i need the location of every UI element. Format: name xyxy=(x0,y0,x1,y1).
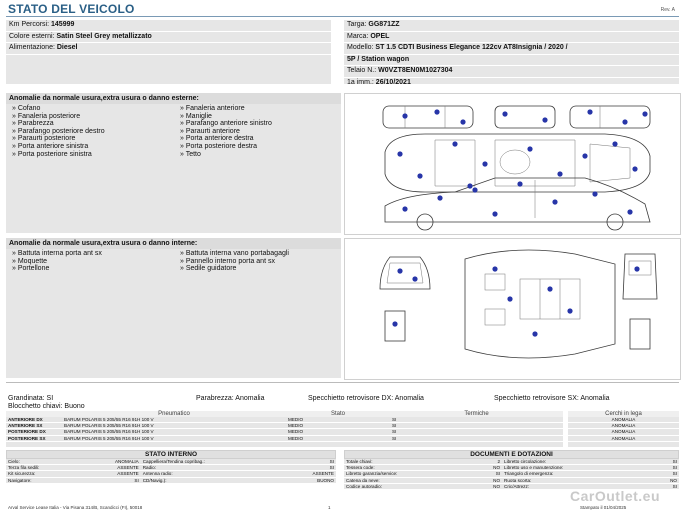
damage-marker xyxy=(567,308,572,313)
damage-marker xyxy=(472,187,477,192)
internal-list-col1 xyxy=(12,250,102,273)
internal-damage-markers xyxy=(345,239,680,379)
info-row-vin: Telaio N.: W0VZT8EN0M1027304 xyxy=(344,66,679,78)
windshield-status: Parabrezza: Anomalia xyxy=(196,395,265,402)
damage-marker xyxy=(547,286,552,291)
damage-marker xyxy=(492,266,497,271)
table-row: ANTERIORE SX BARUM POLARIS 5 205/55 R16 91H 100 V MEDIO SI xyxy=(6,423,563,429)
damage-marker xyxy=(612,141,617,146)
col-tire: Pneumatico xyxy=(62,411,286,417)
external-damage-diagram xyxy=(344,93,681,235)
mirror-dx-status: Specchietto retrovisore DX: Anomalia xyxy=(308,395,424,402)
damage-marker xyxy=(632,166,637,171)
table-row: ANTERIORE DX BARUM POLARIS 5 205/55 R16 91H 100 V MEDIO SI xyxy=(6,417,563,423)
footer-page-number: 1 xyxy=(328,505,331,510)
footer-print-date: Stampato il 01/04/2025 xyxy=(580,505,627,510)
damage-marker xyxy=(482,161,487,166)
hail-status: Grandinata: SI xyxy=(8,395,54,402)
list-item: » Moquette xyxy=(12,257,48,265)
rims-table xyxy=(568,411,679,442)
damage-marker xyxy=(492,211,497,216)
interior-state-table xyxy=(6,459,336,484)
damage-marker xyxy=(467,183,472,188)
damage-marker xyxy=(552,199,557,204)
table-row: POSTERIORE SX BARUM POLARIS 5 205/55 R16 91H 100 V MEDIO SI xyxy=(6,435,563,441)
damage-marker xyxy=(527,146,532,151)
table-row: Codice autoradio: NO Cric/Attrezz: SI xyxy=(346,483,677,489)
info-row-color: Colore esterni: Satin Steel Grey metallizzato xyxy=(6,32,331,44)
tires-table-box xyxy=(6,411,563,447)
revision-label: Rev. A xyxy=(660,7,675,13)
table-row: ANOMALIA xyxy=(568,417,679,423)
table-row: Navigatore: SI CD/Navig.): BUONO xyxy=(8,477,334,483)
documents-title: DOCUMENTI E DOTAZIONI xyxy=(344,450,679,459)
damage-marker xyxy=(397,151,402,156)
rims-box xyxy=(568,411,679,447)
internal-damage-diagram xyxy=(344,238,681,380)
external-list-col1 xyxy=(12,105,105,158)
list-item: » Fanaleria anteriore xyxy=(180,105,245,112)
info-row-registration: 1a imm.: 26/10/2021 xyxy=(344,78,679,90)
table-row: Catena da neve: NO Ruota scorta: NO xyxy=(346,477,677,483)
external-damage-markers xyxy=(345,94,680,234)
damage-marker xyxy=(392,321,397,326)
damage-marker xyxy=(587,109,592,114)
list-item: » Sedile guidatore xyxy=(180,265,237,273)
damage-marker xyxy=(517,181,522,186)
tires-table xyxy=(6,411,563,442)
table-row: POSTERIORE DX BARUM POLARIS 5 205/55 R16 91H 100 V MEDIO SI xyxy=(6,429,563,435)
list-item: » Porta anteriore sinistra xyxy=(12,142,89,150)
list-item: » Battuta interna vano portabagagli xyxy=(180,250,289,257)
damage-marker xyxy=(417,173,422,178)
list-item: » Porta posteriore sinistra xyxy=(12,150,92,158)
info-row-model-cont: 5P / Station wagon xyxy=(344,55,679,67)
table-row: Totale chiavi: 2 Libretto circolazione: SI xyxy=(346,459,677,465)
table-row: Libretto garanzia/service: SI Triangolo di emergenza: SI xyxy=(346,471,677,477)
header-divider xyxy=(6,16,679,17)
list-item: » Paraurti posteriore xyxy=(12,135,76,143)
list-item: » Fanaleria posteriore xyxy=(12,112,81,120)
info-row-brand: Marca: OPEL xyxy=(344,32,679,44)
damage-marker xyxy=(502,111,507,116)
external-anomalies-panel xyxy=(6,93,341,233)
list-item: » Battuta interna porta ant sx xyxy=(12,250,102,257)
table-row: Terza fila sedili: ASSENTE Radio: SI xyxy=(8,465,334,471)
watermark: CarOutlet.eu xyxy=(570,488,661,504)
damage-marker xyxy=(434,109,439,114)
table-row: Cielo: ANOMALIA Cappelliera/Tendina copribag.: SI xyxy=(8,459,334,465)
table-row: Kit sicurezza: ASSENTE Antenna radio: ASSENTE xyxy=(8,471,334,477)
section-divider xyxy=(6,382,679,383)
list-item: » Pannello interno porta ant sx xyxy=(180,257,275,265)
list-item: » Parabrezza xyxy=(12,120,54,128)
info-row-fuel: Alimentazione: Diesel xyxy=(6,43,331,55)
list-item: » Porta anteriore destra xyxy=(180,135,254,143)
list-item: » Parafango posteriore destro xyxy=(12,127,105,135)
footer-address: Arval Service Lease Italia - Via Pisana 314/B, Scandicci (FI), 50018 xyxy=(8,505,143,510)
damage-marker xyxy=(460,119,465,124)
info-row-km: Km Percorsi: 145999 xyxy=(6,20,331,32)
table-row: ANOMALIA xyxy=(568,435,679,441)
damage-marker xyxy=(412,276,417,281)
damage-marker xyxy=(542,117,547,122)
info-row-model: Modello: ST 1.5 CDTI Business Elegance 122cv AT8Insignia / 2020 / xyxy=(344,43,679,55)
col-winter: Termiche xyxy=(390,411,563,417)
damage-marker xyxy=(507,296,512,301)
list-item: » Parafango anteriore sinistro xyxy=(180,120,272,128)
damage-marker xyxy=(592,191,597,196)
external-anomalies-title: Anomalie da normale usura,extra usura o danno esterne: xyxy=(6,93,341,104)
mirror-sx-status: Specchietto retrovisore SX: Anomalia xyxy=(494,395,610,402)
damage-marker xyxy=(402,206,407,211)
damage-marker xyxy=(622,119,627,124)
info-row-plate: Targa: GG871ZZ xyxy=(344,20,679,32)
list-item: » Porta posteriore destra xyxy=(180,142,258,150)
interior-state-title: STATO INTERNO xyxy=(6,450,336,459)
table-row: Tessera code: NO Libretto uso e manutenzione: SI xyxy=(346,465,677,471)
damage-marker xyxy=(437,195,442,200)
external-list-col2 xyxy=(180,105,272,158)
damage-marker xyxy=(582,153,587,158)
col-rims: Cerchi in lega xyxy=(568,411,679,417)
list-item: » Portellone xyxy=(12,265,50,273)
damage-marker xyxy=(532,331,537,336)
internal-anomalies-title: Anomalie da normale usura,extra usura o danno interne: xyxy=(6,238,341,249)
internal-anomalies-panel xyxy=(6,238,341,378)
list-item: » Paraurti anteriore xyxy=(180,127,240,135)
col-state: Stato xyxy=(286,411,390,417)
damage-marker xyxy=(397,268,402,273)
internal-list-col2 xyxy=(180,250,330,273)
key-block-status: Blocchetto chiavi: Buono xyxy=(8,403,85,410)
vehicle-info-left xyxy=(6,20,331,84)
damage-marker xyxy=(402,113,407,118)
list-item: » Maniglie xyxy=(180,112,212,120)
documents-table xyxy=(344,459,679,490)
table-row: ANOMALIA xyxy=(568,429,679,435)
list-item: » Cofano xyxy=(12,105,41,112)
damage-marker xyxy=(634,266,639,271)
list-item: » Tetto xyxy=(180,150,201,158)
documents-box xyxy=(344,450,679,490)
page-title: STATO DEL VEICOLO xyxy=(8,2,135,16)
interior-state-box xyxy=(6,450,336,484)
damage-marker xyxy=(642,111,647,116)
vehicle-info-right xyxy=(344,20,679,84)
damage-marker xyxy=(627,209,632,214)
damage-marker xyxy=(557,171,562,176)
damage-marker xyxy=(452,141,457,146)
table-row: ANOMALIA xyxy=(568,423,679,429)
